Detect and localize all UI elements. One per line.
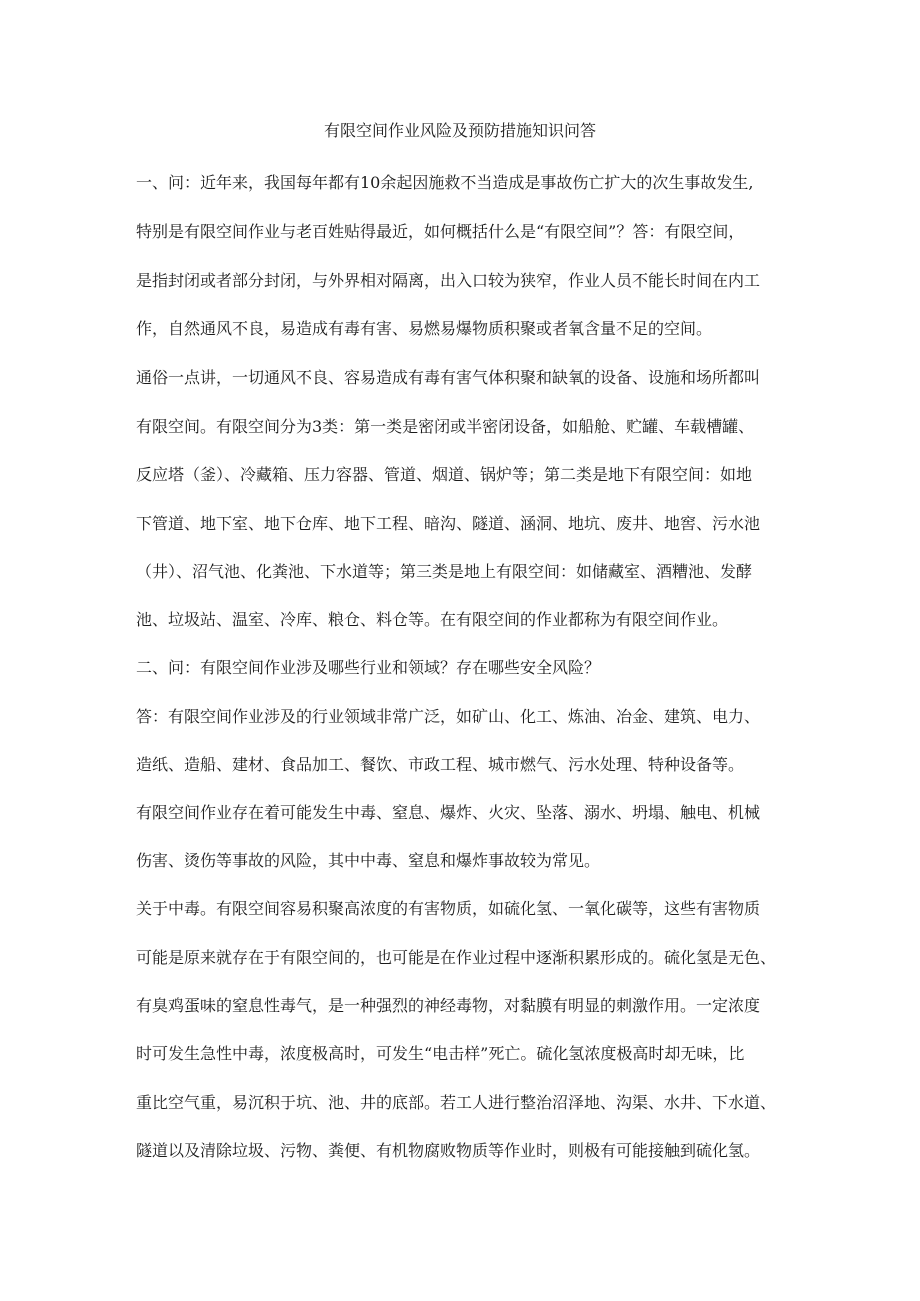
text-line-14: 有限空间作业存在着可能发生中毒、窒息、爆炸、火灾、坠落、溺水、坍塌、触电、机械 <box>136 803 761 822</box>
text-line-2: 特别是有限空间作业与老百姓贴得最近，如何概括什么是“有限空间”？答：有限空间， <box>136 222 745 241</box>
text-line-1: 一、问：近年来，我国每年都有10余起因施救不当造成是事故伤亡扩大的次生事故发生, <box>136 173 754 192</box>
text-line-8: 下管道、地下室、地下仓库、地下工程、暗沟、隧道、涵洞、地坑、废井、地窖、污水池 <box>136 514 761 533</box>
text-line-12: 答：有限空间作业涉及的行业领域非常广泛，如矿山、化工、炼油、冶金、建筑、电力、 <box>136 707 761 726</box>
text-line-19: 时可发生急性中毒，浓度极高时，可发生“电击样”死亡。硫化氢浓度极高时却无味，比 <box>136 1044 745 1063</box>
document-title: 有限空间作业风险及预防措施知识问答 <box>323 121 596 140</box>
text-line-7: 反应塔（釜）、冷藏箱、压力容器、管道、烟道、锅炉等；第二类是地下有限空间：如地 <box>136 465 753 484</box>
text-line-20: 重比空气重，易沉积于坑、池、井的底部。若工人进行整治沼泽地、沟渠、水井、下水道、 <box>136 1093 777 1112</box>
text-line-15: 伤害、烫伤等事故的风险，其中中毒、窒息和爆炸事故较为常见。 <box>136 851 601 870</box>
text-line-10: 池、垃圾站、温室、冷库、粮仓、料仓等。在有限空间的作业都称为有限空间作业。 <box>136 610 729 629</box>
text-line-3: 是指封闭或者部分封闭，与外界相对隔离，出入口较为狭窄，作业人员不能长时间在内工 <box>136 271 761 290</box>
text-line-17: 可能是原来就存在于有限空间的，也可能是在作业过程中逐渐积累形成的。硫化氢是无色、 <box>136 948 777 967</box>
text-line-18: 有臭鸡蛋味的窒息性毒气，是一种强烈的神经毒物，对黏膜有明显的刺激作用。一定浓度 <box>136 996 761 1015</box>
text-line-6: 有限空间。有限空间分为3类：第一类是密闭或半密闭设备，如船舱、贮罐、车载槽罐、 <box>136 417 755 436</box>
text-line-13: 造纸、造船、建材、食品加工、餐饮、市政工程、城市燃气、污水处理、特种设备等。 <box>136 755 745 774</box>
text-line-11: 二、问：有限空间作业涉及哪些行业和领域？存在哪些安全风险？ <box>136 658 601 677</box>
text-line-21: 隧道以及清除垃圾、污物、粪便、有机物腐败物质等作业时，则极有可能接触到硫化氢。 <box>136 1141 761 1160</box>
text-line-9: （井）、沼气池、化粪池、下水道等；第三类是地上有限空间：如储藏室、酒糟池、发酵 <box>136 562 753 581</box>
text-line-16: 关于中毒。有限空间容易积聚高浓度的有害物质，如硫化氢、一氧化碳等，这些有害物质 <box>136 899 761 918</box>
text-line-4: 作，自然通风不良，易造成有毒有害、易燃易爆物质积聚或者氧含量不足的空间。 <box>136 319 713 338</box>
text-line-5: 通俗一点讲，一切通风不良、容易造成有毒有害气体积聚和缺氧的设备、设施和场所都叫 <box>136 368 761 387</box>
